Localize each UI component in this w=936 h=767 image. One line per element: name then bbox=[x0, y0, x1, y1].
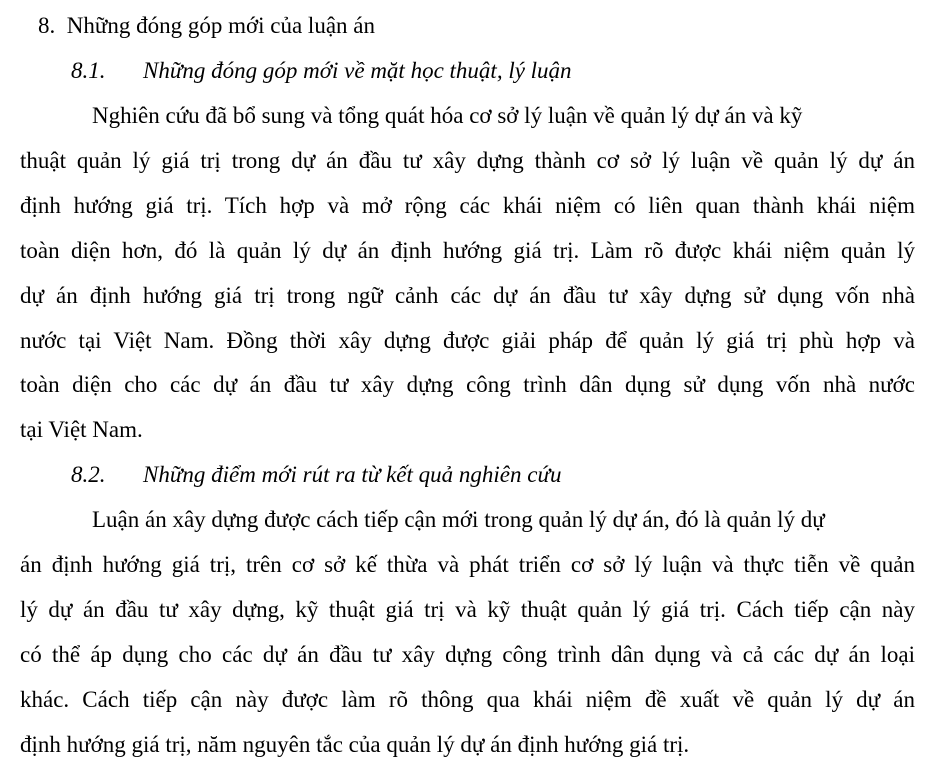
paragraph-line: Luận án xây dựng được cách tiếp cận mới trong quản lý dự án, đó là quản lý dự bbox=[92, 507, 825, 532]
subsection-title: Những điểm mới rút ra từ kết quả nghiên cứu bbox=[143, 462, 562, 487]
subsection-number: 8.1. bbox=[71, 58, 106, 83]
paragraph-line: khác. Cách tiếp cận này được làm rõ thông qua khái niệm đề xuất về quản lý dự án bbox=[20, 687, 915, 712]
subsection-number: 8.2. bbox=[71, 462, 106, 487]
paragraph-line: có thể áp dụng cho các dự án đầu tư xây dựng công trình dân dụng và cả các dự án loại bbox=[20, 642, 915, 667]
paragraph-line: toàn diện hơn, đó là quản lý dự án định hướng giá trị. Làm rõ được khái niệm quản lý bbox=[20, 238, 915, 263]
paragraph-line: định hướng giá trị. Tích hợp và mở rộng các khái niệm có liên quan thành khái niệm bbox=[20, 193, 915, 218]
paragraph-line: dự án định hướng giá trị trong ngữ cảnh các dự án đầu tư xây dựng sử dụng vốn nhà bbox=[20, 283, 915, 308]
paragraph-line: Nghiên cứu đã bổ sung và tổng quát hóa cơ sở lý luận về quản lý dự án và kỹ bbox=[92, 103, 803, 128]
paragraph-line: định hướng giá trị, năm nguyên tắc của quản lý dự án định hướng giá trị. bbox=[20, 732, 690, 757]
section-title: Những đóng góp mới của luận án bbox=[66, 13, 375, 38]
paragraph-line: lý dự án đầu tư xây dựng, kỹ thuật giá trị và kỹ thuật quản lý giá trị. Cách tiếp cận này bbox=[20, 597, 915, 622]
paragraph-line: toàn diện cho các dự án đầu tư xây dựng công trình dân dụng sử dụng vốn nhà nước bbox=[20, 372, 915, 397]
paragraph-line: nước tại Việt Nam. Đồng thời xây dựng được giải pháp để quản lý giá trị phù hợp và bbox=[20, 328, 915, 353]
subsection-title: Những đóng góp mới về mặt học thuật, lý luận bbox=[143, 58, 572, 83]
section-heading bbox=[38, 11, 375, 41]
paragraph-line: tại Việt Nam. bbox=[20, 417, 143, 442]
paragraph-line: án định hướng giá trị, trên cơ sở kế thừa và phát triển cơ sở lý luận và thực tiễn về quản bbox=[20, 552, 915, 577]
subsection-heading-8-2 bbox=[71, 460, 562, 490]
section-number: 8. bbox=[38, 13, 56, 38]
subsection-heading-8-1 bbox=[71, 56, 572, 86]
paragraph-line: thuật quản lý giá trị trong dự án đầu tư xây dựng thành cơ sở lý luận về quản lý dự án bbox=[20, 148, 915, 173]
